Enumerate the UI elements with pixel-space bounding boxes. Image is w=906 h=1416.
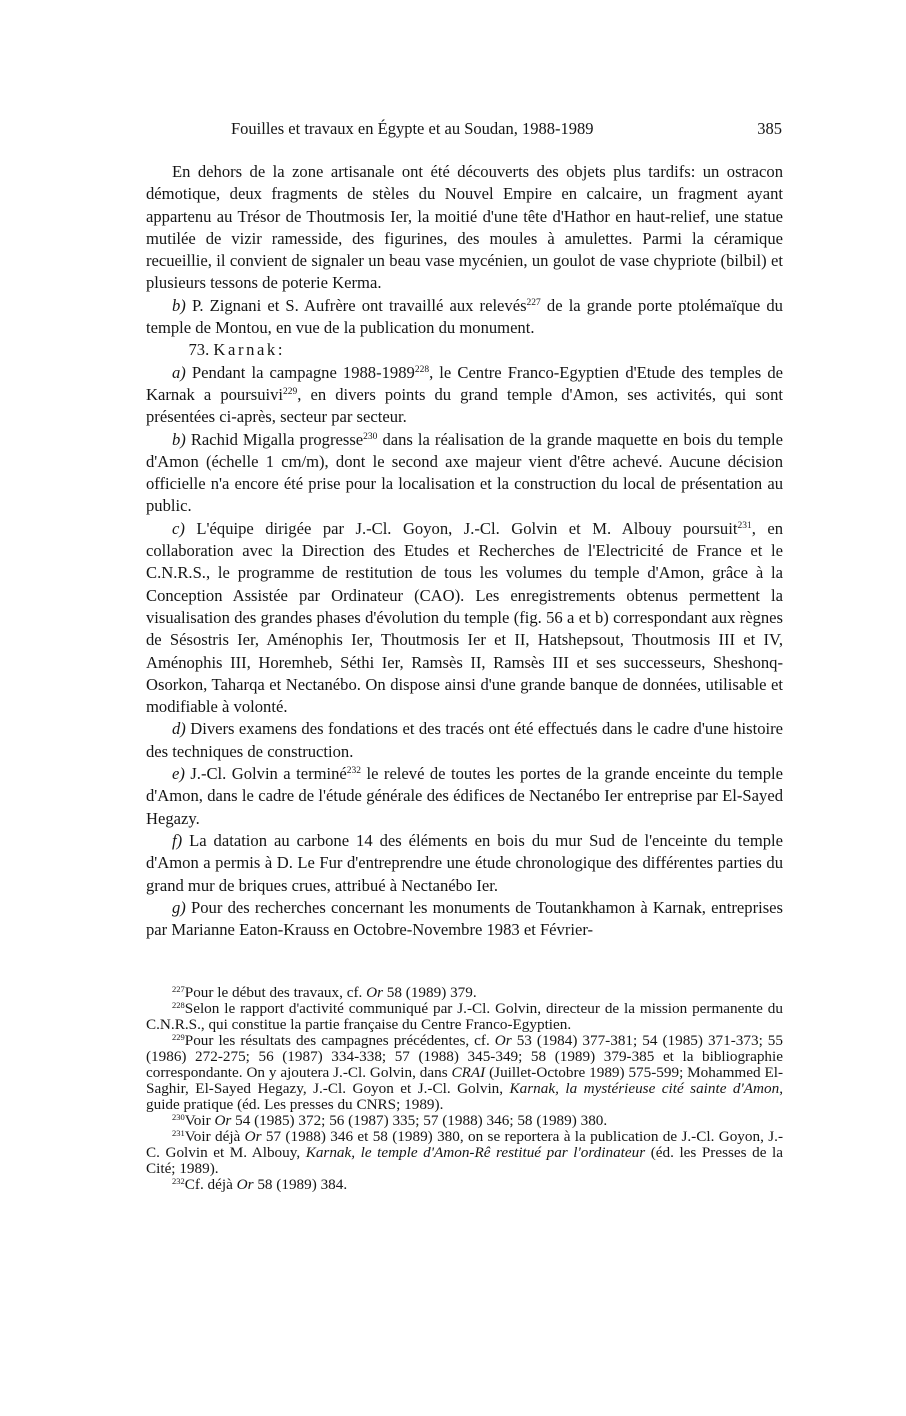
footnote-ref: 232: [346, 766, 362, 777]
footnote-number: 229: [172, 1032, 185, 1042]
item-letter: b): [172, 295, 186, 315]
paragraph-artisanal-zone: En dehors de la zone artisanale ont été découverts des objets plus tardifs: un ostracon démotique, deux fragments de stèles du Nouvel Empire en calcaire, un fragment ayant appartenu au Trésor de Thoutmosis Ier, la moitié d'une tête d'Hathor en haut-relief, une statue mutilée de vizir ramesside, des figurines, des moules à amulettes. Parmi la céramique recueillie, il convient de signaler un beau vase mycénien, un goulot de vase chypriote (bilbil) et plusieurs tessons de poterie Kerma.: [146, 162, 783, 293]
paragraph-c: c) L'équipe dirigée par J.-Cl. Goyon, J.-Cl. Golvin et M. Albouy poursuit$^{231}$, en collaboration avec la Direction des Etudes et Recherches de l'Electricité de France et le C.N.R.S., le programme de restitution de tous les volumes du temple d'Amon, grâce à la Conception Assistée par Ordinateur (CAO). Les enregistrements obtenus permettent la visualisation des grandes phases d'évolution du temple (fig. 56 a et b) correspondant aux règnes de Sésostris Ier, Aménophis Ier, Thoutmosis Ier et II, Hatshepsout, Thoutmosis III et IV, Aménophis III, Horemheb, Séthi Ier, Ramsès II, Ramsès III et ses successeurs, Sheshonq-Osorkon, Taharqa et Nectanébo. On dispose ainsi d'une grande banque de données, utilisable et modifiable à volonté.: [146, 518, 783, 717]
item-letter: e): [172, 764, 185, 784]
footnote-ref: 227: [526, 297, 541, 308]
section-number: 73.: [188, 340, 210, 360]
paragraph-g: g) Pour des recherches concernant les monuments de Toutankhamon à Karnak, entreprises par Marianne Eaton-Krauss en Octobre-Novembre 1983 et Février-: [146, 897, 783, 940]
footnote-229: $^{229}$Pour les résultats des campagnes précédentes, cf. Or 53 (1984) 377-381; 54 (1985) 371-373; 55 (1986) 272-275; 56 (1987) 334-338; 57 (1988) 345-349; 58 (1989) 379-385 et la bibliographie correspondante. On y ajoutera J.-Cl. Golvin, dans CRAI (Juillet-Octobre 1989) 575-599; Mohammed El-Saghir, El-Sayed Hegazy, J.-Cl. Goyon et J.-Cl. Golvin, Karnak, la mystérieuse cité sainte d'Amon, guide pratique (éd. Les presses du CNRS; 1989).: [146, 1032, 783, 1113]
footnote-number: 227: [172, 984, 185, 994]
item-letter: a): [172, 362, 186, 382]
footnote-232: $^{232}$Cf. déjà Or 58 (1989) 384.: [172, 1176, 348, 1193]
footnote-number: 230: [172, 1112, 185, 1122]
footnote-228: $^{228}$Selon le rapport d'activité communiqué par J.-Cl. Golvin, directeur de la mission permanente du C.N.R.S., qui constitue la partie française du Centre Franco-Egyptien.: [146, 1000, 783, 1033]
footnote-number: 228: [172, 1000, 185, 1010]
paragraph-f: f) La datation au carbone 14 des éléments en bois du mur Sud de l'enceinte du temple d'Amon a permis à D. Le Fur d'entreprendre une étude chronologique des différentes parties du grand mur de briques crues, attribué à Nectanébo Ier.: [146, 830, 783, 895]
running-header: [146, 119, 782, 141]
main-text: [146, 161, 783, 941]
footnote-230: $^{230}$Voir Or 54 (1985) 372; 56 (1987) 335; 57 (1988) 346; 58 (1989) 380.: [172, 1112, 608, 1129]
paragraph-b: b) Rachid Migalla progresse$^{230}$ dans la réalisation de la grande maquette en bois du temple d'Amon (échelle 1 cm/m), dont le second axe majeur vient d'être achevé. Aucune décision officielle n'a encore été prise pour la localisation et la construction du local de présentation au public.: [146, 429, 784, 516]
paragraph-a: a) Pendant la campagne 1988-1989$^{228}$, le Centre Franco-Egyptien d'Etude des temples de Karnak a poursuivi$^{229}$, en divers points du grand temple d'Amon, ses activités, qui sont présentées ci-après, secteur par secteur.: [146, 362, 783, 427]
footnote-ref: 228: [414, 364, 430, 375]
item-letter: c): [172, 518, 185, 538]
section-name: Karnak:: [213, 340, 286, 360]
footnote-number: 232: [172, 1176, 185, 1186]
paragraph-montou: b) P. Zignani et S. Aufrère ont travaillé aux relevés$^{227}$ de la grande porte ptolémaïque du temple de Montou, en vue de la publication du monument.: [146, 295, 783, 338]
paragraph-e: e) J.-Cl. Golvin a terminé$^{232}$ le relevé de toutes les portes de la grande enceinte du temple d'Amon, dans le cadre de l'étude générale des édifices de Nectanébo Ier entreprise par El-Sayed Hegazy.: [146, 764, 783, 828]
page-number: 385: [757, 119, 782, 138]
paragraph-d: d) Divers examens des fondations et des tracés ont été effectués dans le cadre d'une histoire des techniques de construction.: [146, 719, 783, 761]
footnotes: [146, 985, 783, 1193]
item-letter: b): [172, 429, 186, 449]
footnote-227: $^{227}$Pour le début des travaux, cf. Or 58 (1989) 379.: [172, 984, 477, 1001]
footnote-ref: 230: [363, 431, 378, 442]
footnote-231: $^{231}$Voir déjà Or 57 (1988) 346 et 58 (1989) 380, on se reportera à la publication de J.-Cl. Goyon, J.-C. Golvin et M. Albouy, Karnak, le temple d'Amon-Rê restitué par l'ordinateur (éd. les Presses de la Cité; 1989).: [146, 1128, 783, 1177]
footnote-number: 231: [172, 1128, 185, 1138]
item-letter: d): [172, 719, 186, 739]
running-title: Fouilles et travaux en Égypte et au Soudan, 1988-1989: [231, 119, 594, 138]
item-letter: g): [172, 897, 186, 917]
item-letter: f): [172, 830, 183, 850]
footnote-ref: 229: [283, 386, 298, 397]
footnote-ref: 231: [737, 520, 752, 531]
section-heading-karnak: [146, 339, 783, 361]
